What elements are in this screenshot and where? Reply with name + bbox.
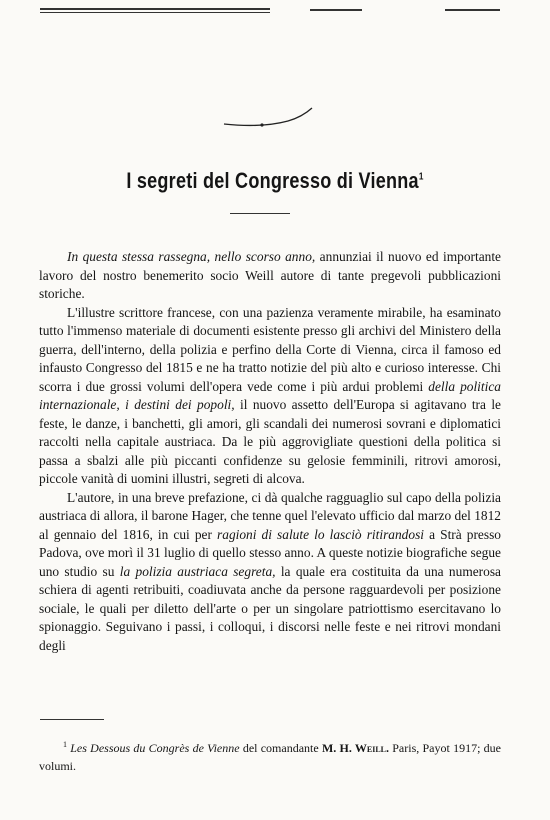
top-rule-right-2 <box>445 9 500 11</box>
footnote-rule <box>40 719 104 720</box>
footnote <box>39 736 501 775</box>
footnote-connector: del comandante <box>239 741 322 755</box>
paragraph-text: il nuovo assetto dell'Europa si agitavano tra le feste, le danze, i banchetti, gli amori, gli scandali dei numerosi sovrani e diplomatici raccolti nella capitale austriaca. Da le più aggrovigliate questioni della politica si passa a sbalzi alle più piccanti confidenze su gelosie femminili, ritrovi amorosi, piccole vanità di uomini illustri, segreti di alcova. <box>39 397 501 486</box>
paragraph <box>39 248 501 304</box>
title-text: I segreti del Congresso di Vienna <box>126 168 419 193</box>
paragraph-text: L'illustre scrittore francese, con una pazienza veramente mirabile, ha esaminato tutto l'immenso materiale di documenti esistente presso gli archivi del Ministero della guerra, dell'interno, della polizia e perfino della Corte di Vienna, circa il famoso ed infausto Congresso del 1815 e ne ha tratto notizie del più alto e curioso interesse. Chi scorra i due grossi volumi dell'opera vede come i più ardui problemi <box>39 304 501 394</box>
title-underline <box>230 213 290 214</box>
paragraph-text: a Strà presso Padova, ove morì il 31 luglio di quello stesso anno. A queste notizie biografiche segue uno studio su <box>39 526 501 579</box>
paragraph-text: la quale era costituita da una numerosa schiera di agenti retribuiti, coadiuvata anche da persone ragguardevoli per posizione sociale, le quali per diletto dell'arte o per un singolare patriottismo esercitavano lo spionaggio. Seguivano i passi, i colloqui, i discorsi nelle feste e nei ritrovi mondani degli <box>39 563 501 653</box>
footnote-author: M. H. Weill. <box>321 741 390 755</box>
top-rule-left-thin <box>40 12 270 13</box>
paragraph <box>39 489 501 656</box>
top-rule-right <box>310 9 362 11</box>
paragraph-text: L'autore, in una breve prefazione, ci dà qualche ragguaglio sul capo della polizia austriaca di allora, il barone Hager, che tenne quel l'elevato ufficio dal marzo del 1812 al gennaio del 1816, in cui per <box>39 489 501 542</box>
paragraph <box>39 304 501 489</box>
italic-text: In questa stessa rassegna, nello scorso anno, <box>67 249 316 264</box>
top-rule-left <box>40 8 270 10</box>
paragraph-text: annunziai il nuovo ed importante lavoro del nostro benemerito socio Weill autore di tante pregevoli pubblicazioni storiche. <box>39 249 501 301</box>
body-text <box>39 248 501 655</box>
footnote-book-title: Les Dessous du Congrès de Vienne <box>70 741 240 755</box>
italic-text: ragioni di salute lo lasciò ritirandosi <box>217 526 424 542</box>
title-note-mark: 1 <box>418 171 424 183</box>
ornament-dash <box>222 106 314 130</box>
footnote-mark: 1 <box>63 740 67 749</box>
article-title <box>50 168 501 194</box>
footnote-rest: Paris, Payot 1917; due volumi. <box>39 741 501 773</box>
italic-text: la polizia austriaca segreta, <box>119 563 276 579</box>
italic-text: della politica internazionale, i destini dei popoli, <box>39 378 501 412</box>
